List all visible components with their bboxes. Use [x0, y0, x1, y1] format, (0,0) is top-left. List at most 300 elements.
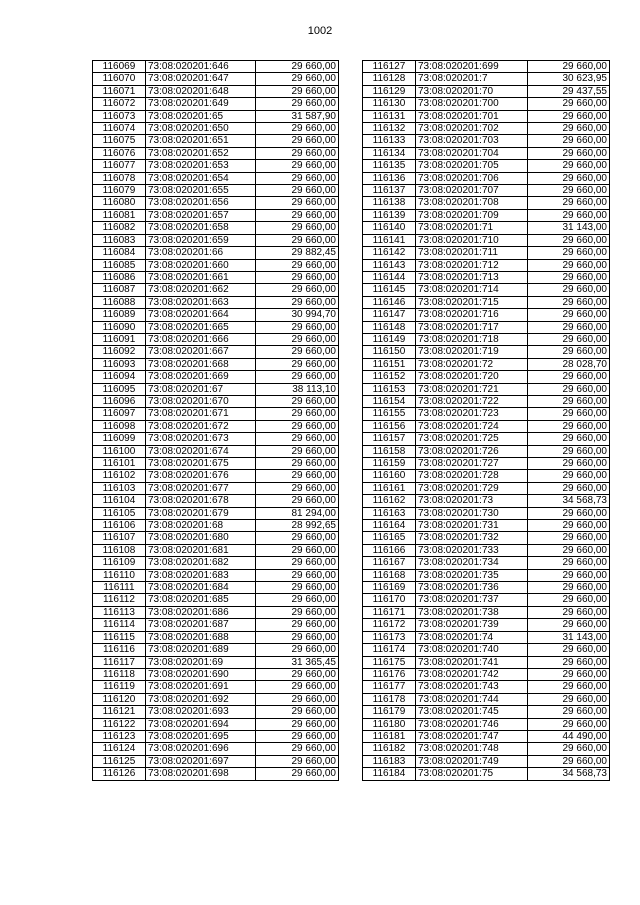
row-number-cell: 116084 [93, 247, 146, 259]
value-cell: 29 660,00 [256, 644, 339, 656]
row-number-cell: 116106 [93, 520, 146, 532]
row-number-cell: 116108 [93, 544, 146, 556]
row-number-cell: 116082 [93, 222, 146, 234]
value-cell: 29 660,00 [256, 681, 339, 693]
cadastral-number-cell: 73:08:020201:718 [416, 333, 528, 345]
value-cell: 30 994,70 [256, 309, 339, 321]
table-row [363, 730, 610, 742]
value-cell: 29 660,00 [528, 172, 610, 184]
value-cell: 29 660,00 [528, 532, 610, 544]
value-cell: 29 660,00 [528, 209, 610, 221]
row-number-cell: 116135 [363, 160, 416, 172]
value-cell: 29 660,00 [528, 271, 610, 283]
row-number-cell: 116175 [363, 656, 416, 668]
cadastral-number-cell: 73:08:020201:655 [146, 185, 256, 197]
cadastral-number-cell: 73:08:020201:735 [416, 569, 528, 581]
value-cell: 29 660,00 [256, 631, 339, 643]
cadastral-number-cell: 73:08:020201:714 [416, 284, 528, 296]
value-cell: 29 660,00 [528, 247, 610, 259]
value-cell: 44 490,00 [528, 730, 610, 742]
row-number-cell: 116172 [363, 619, 416, 631]
table-row [363, 520, 610, 532]
value-cell: 29 660,00 [528, 284, 610, 296]
value-cell: 29 660,00 [256, 693, 339, 705]
cadastral-number-cell: 73:08:020201:661 [146, 271, 256, 283]
cadastral-number-cell: 73:08:020201:686 [146, 606, 256, 618]
row-number-cell: 116180 [363, 718, 416, 730]
value-cell: 29 660,00 [256, 296, 339, 308]
table-row [363, 606, 610, 618]
cadastral-number-cell: 73:08:020201:741 [416, 656, 528, 668]
row-number-cell: 116177 [363, 681, 416, 693]
table-row [93, 544, 339, 556]
table-row [363, 358, 610, 370]
table-row [363, 371, 610, 383]
cadastral-number-cell: 73:08:020201:691 [146, 681, 256, 693]
table-row [93, 85, 339, 97]
cadastral-number-cell: 73:08:020201:729 [416, 482, 528, 494]
value-cell: 29 660,00 [528, 333, 610, 345]
row-number-cell: 116158 [363, 445, 416, 457]
table-row [363, 271, 610, 283]
row-number-cell: 116080 [93, 197, 146, 209]
value-cell: 81 294,00 [256, 507, 339, 519]
row-number-cell: 116129 [363, 85, 416, 97]
table-row [363, 544, 610, 556]
value-cell: 29 660,00 [256, 619, 339, 631]
row-number-cell: 116077 [93, 160, 146, 172]
cadastral-number-cell: 73:08:020201:722 [416, 395, 528, 407]
table-row [93, 743, 339, 755]
value-cell: 29 660,00 [256, 755, 339, 767]
cadastral-number-cell: 73:08:020201:657 [146, 209, 256, 221]
table-row [93, 420, 339, 432]
value-cell: 34 568,73 [528, 768, 610, 780]
cadastral-number-cell: 73:08:020201:739 [416, 619, 528, 631]
table-row [93, 383, 339, 395]
cadastral-number-cell: 73:08:020201:646 [146, 61, 256, 73]
table-row [363, 569, 610, 581]
table-row [93, 458, 339, 470]
row-number-cell: 116089 [93, 309, 146, 321]
row-number-cell: 116132 [363, 123, 416, 135]
cadastral-number-cell: 73:08:020201:69 [146, 656, 256, 668]
row-number-cell: 116155 [363, 408, 416, 420]
table-row [363, 309, 610, 321]
page-number: 1002 [307, 25, 333, 37]
cadastral-number-cell: 73:08:020201:658 [146, 222, 256, 234]
table-row [93, 532, 339, 544]
value-cell: 29 660,00 [528, 383, 610, 395]
row-number-cell: 116143 [363, 259, 416, 271]
cadastral-number-cell: 73:08:020201:738 [416, 606, 528, 618]
row-number-cell: 116169 [363, 582, 416, 594]
table-row [363, 495, 610, 507]
cadastral-number-cell: 73:08:020201:743 [416, 681, 528, 693]
value-cell: 29 660,00 [528, 147, 610, 159]
row-number-cell: 116147 [363, 309, 416, 321]
row-number-cell: 116130 [363, 98, 416, 110]
value-cell: 29 660,00 [256, 358, 339, 370]
value-cell: 29 660,00 [528, 371, 610, 383]
row-number-cell: 116173 [363, 631, 416, 643]
row-number-cell: 116184 [363, 768, 416, 780]
table-row [93, 619, 339, 631]
cadastral-number-cell: 73:08:020201:683 [146, 569, 256, 581]
row-number-cell: 116149 [363, 333, 416, 345]
table-row [363, 321, 610, 333]
cadastral-number-cell: 73:08:020201:693 [146, 706, 256, 718]
row-number-cell: 116137 [363, 185, 416, 197]
value-cell: 29 660,00 [256, 259, 339, 271]
row-number-cell: 116133 [363, 135, 416, 147]
row-number-cell: 116151 [363, 358, 416, 370]
cadastral-number-cell: 73:08:020201:700 [416, 98, 528, 110]
cadastral-number-cell: 73:08:020201:659 [146, 234, 256, 246]
cadastral-number-cell: 73:08:020201:713 [416, 271, 528, 283]
value-cell: 29 660,00 [528, 544, 610, 556]
row-number-cell: 116128 [363, 73, 416, 85]
row-number-cell: 116117 [93, 656, 146, 668]
value-cell: 29 660,00 [528, 644, 610, 656]
value-cell: 29 660,00 [528, 582, 610, 594]
value-cell: 29 660,00 [256, 135, 339, 147]
table-row [93, 594, 339, 606]
value-cell: 29 660,00 [528, 420, 610, 432]
cadastral-number-cell: 73:08:020201:695 [146, 730, 256, 742]
table-row [93, 296, 339, 308]
cadastral-number-cell: 73:08:020201:66 [146, 247, 256, 259]
row-number-cell: 116170 [363, 594, 416, 606]
row-number-cell: 116071 [93, 85, 146, 97]
row-number-cell: 116110 [93, 569, 146, 581]
value-cell: 31 587,90 [256, 110, 339, 122]
value-cell: 29 660,00 [256, 395, 339, 407]
table-row [363, 532, 610, 544]
row-number-cell: 116087 [93, 284, 146, 296]
cadastral-number-cell: 73:08:020201:688 [146, 631, 256, 643]
cadastral-number-cell: 73:08:020201:706 [416, 172, 528, 184]
table-row [93, 520, 339, 532]
row-number-cell: 116163 [363, 507, 416, 519]
cadastral-number-cell: 73:08:020201:742 [416, 668, 528, 680]
cadastral-number-cell: 73:08:020201:733 [416, 544, 528, 556]
value-cell: 29 660,00 [528, 321, 610, 333]
table-row [93, 755, 339, 767]
cadastral-number-cell: 73:08:020201:728 [416, 470, 528, 482]
table-row [363, 172, 610, 184]
table-row [363, 185, 610, 197]
value-cell: 29 660,00 [528, 61, 610, 73]
value-cell: 29 660,00 [528, 520, 610, 532]
cadastral-number-cell: 73:08:020201:749 [416, 755, 528, 767]
cadastral-number-cell: 73:08:020201:681 [146, 544, 256, 556]
table-row [363, 85, 610, 97]
cadastral-number-cell: 73:08:020201:704 [416, 147, 528, 159]
cadastral-number-cell: 73:08:020201:710 [416, 234, 528, 246]
cadastral-number-cell: 73:08:020201:696 [146, 743, 256, 755]
table-row [93, 346, 339, 358]
row-number-cell: 116181 [363, 730, 416, 742]
row-number-cell: 116105 [93, 507, 146, 519]
row-number-cell: 116168 [363, 569, 416, 581]
value-cell: 29 660,00 [256, 544, 339, 556]
value-cell: 29 660,00 [528, 135, 610, 147]
row-number-cell: 116096 [93, 395, 146, 407]
cadastral-number-cell: 73:08:020201:689 [146, 644, 256, 656]
row-number-cell: 116140 [363, 222, 416, 234]
value-cell: 29 660,00 [528, 346, 610, 358]
value-cell: 29 660,00 [528, 743, 610, 755]
row-number-cell: 116090 [93, 321, 146, 333]
value-cell: 29 660,00 [528, 681, 610, 693]
table-row [363, 755, 610, 767]
cadastral-number-cell: 73:08:020201:725 [416, 433, 528, 445]
value-cell: 29 660,00 [528, 296, 610, 308]
value-cell: 34 568,73 [528, 495, 610, 507]
table-row [93, 706, 339, 718]
value-cell: 29 660,00 [528, 458, 610, 470]
cadastral-number-cell: 73:08:020201:675 [146, 458, 256, 470]
row-number-cell: 116159 [363, 458, 416, 470]
row-number-cell: 116153 [363, 383, 416, 395]
row-number-cell: 116166 [363, 544, 416, 556]
value-cell: 29 660,00 [256, 284, 339, 296]
table-row [93, 271, 339, 283]
table-row [363, 209, 610, 221]
table-row [93, 209, 339, 221]
value-cell: 29 660,00 [256, 234, 339, 246]
table-row [93, 61, 339, 73]
table-row [363, 458, 610, 470]
table-row [93, 606, 339, 618]
row-number-cell: 116107 [93, 532, 146, 544]
table-row [363, 197, 610, 209]
value-cell: 31 365,45 [256, 656, 339, 668]
table-row [93, 495, 339, 507]
table-row [93, 123, 339, 135]
cadastral-number-cell: 73:08:020201:724 [416, 420, 528, 432]
table-row [93, 185, 339, 197]
row-number-cell: 116154 [363, 395, 416, 407]
table-row [93, 222, 339, 234]
row-number-cell: 116152 [363, 371, 416, 383]
value-cell: 29 660,00 [528, 445, 610, 457]
value-cell: 29 660,00 [256, 160, 339, 172]
table-row [363, 383, 610, 395]
table-row [363, 160, 610, 172]
row-number-cell: 116103 [93, 482, 146, 494]
value-cell: 29 660,00 [256, 123, 339, 135]
cadastral-number-cell: 73:08:020201:737 [416, 594, 528, 606]
cadastral-number-cell: 73:08:020201:649 [146, 98, 256, 110]
table-row [93, 557, 339, 569]
table-row [363, 656, 610, 668]
row-number-cell: 116081 [93, 209, 146, 221]
cadastral-number-cell: 73:08:020201:72 [416, 358, 528, 370]
cadastral-number-cell: 73:08:020201:679 [146, 507, 256, 519]
cadastral-number-cell: 73:08:020201:660 [146, 259, 256, 271]
table-row [93, 681, 339, 693]
table-row [363, 693, 610, 705]
cadastral-number-cell: 73:08:020201:653 [146, 160, 256, 172]
value-cell: 29 660,00 [256, 147, 339, 159]
value-cell: 29 660,00 [256, 606, 339, 618]
table-row [363, 631, 610, 643]
row-number-cell: 116118 [93, 668, 146, 680]
value-cell: 29 660,00 [256, 470, 339, 482]
row-number-cell: 116113 [93, 606, 146, 618]
row-number-cell: 116079 [93, 185, 146, 197]
cadastral-number-cell: 73:08:020201:697 [146, 755, 256, 767]
table-row [93, 197, 339, 209]
cadastral-number-cell: 73:08:020201:703 [416, 135, 528, 147]
value-cell: 29 660,00 [256, 185, 339, 197]
cadastral-number-cell: 73:08:020201:67 [146, 383, 256, 395]
row-number-cell: 116148 [363, 321, 416, 333]
row-number-cell: 116094 [93, 371, 146, 383]
cadastral-number-cell: 73:08:020201:73 [416, 495, 528, 507]
row-number-cell: 116145 [363, 284, 416, 296]
cadastral-number-cell: 73:08:020201:740 [416, 644, 528, 656]
value-cell: 29 660,00 [528, 482, 610, 494]
table-row [93, 507, 339, 519]
cadastral-number-cell: 73:08:020201:736 [416, 582, 528, 594]
row-number-cell: 116121 [93, 706, 146, 718]
value-cell: 29 660,00 [528, 557, 610, 569]
row-number-cell: 116115 [93, 631, 146, 643]
value-cell: 29 660,00 [528, 569, 610, 581]
row-number-cell: 116070 [93, 73, 146, 85]
table-row [363, 507, 610, 519]
value-cell: 29 660,00 [528, 507, 610, 519]
value-cell: 38 113,10 [256, 383, 339, 395]
cadastral-number-cell: 73:08:020201:734 [416, 557, 528, 569]
table-row [363, 445, 610, 457]
row-number-cell: 116183 [363, 755, 416, 767]
table-row [363, 408, 610, 420]
cadastral-number-cell: 73:08:020201:665 [146, 321, 256, 333]
table-row [363, 346, 610, 358]
row-number-cell: 116126 [93, 768, 146, 780]
value-cell: 29 660,00 [528, 234, 610, 246]
row-number-cell: 116156 [363, 420, 416, 432]
cadastral-number-cell: 73:08:020201:654 [146, 172, 256, 184]
row-number-cell: 116139 [363, 209, 416, 221]
row-number-cell: 116078 [93, 172, 146, 184]
cadastral-number-cell: 73:08:020201:731 [416, 520, 528, 532]
cadastral-number-cell: 73:08:020201:748 [416, 743, 528, 755]
cadastral-number-cell: 73:08:020201:711 [416, 247, 528, 259]
cadastral-number-cell: 73:08:020201:71 [416, 222, 528, 234]
value-cell: 28 028,70 [528, 358, 610, 370]
table-row [93, 433, 339, 445]
table-row [363, 73, 610, 85]
cadastral-number-cell: 73:08:020201:730 [416, 507, 528, 519]
value-cell: 29 660,00 [256, 532, 339, 544]
cadastral-number-cell: 73:08:020201:707 [416, 185, 528, 197]
row-number-cell: 116076 [93, 147, 146, 159]
value-cell: 29 660,00 [256, 718, 339, 730]
row-number-cell: 116109 [93, 557, 146, 569]
value-cell: 29 660,00 [256, 557, 339, 569]
value-cell: 29 660,00 [256, 98, 339, 110]
table-row [93, 110, 339, 122]
table-row [363, 668, 610, 680]
row-number-cell: 116165 [363, 532, 416, 544]
cadastral-number-cell: 73:08:020201:717 [416, 321, 528, 333]
cadastral-number-cell: 73:08:020201:699 [416, 61, 528, 73]
table-row [363, 333, 610, 345]
row-number-cell: 116100 [93, 445, 146, 457]
table-row [93, 644, 339, 656]
value-cell: 29 660,00 [256, 495, 339, 507]
cadastral-number-cell: 73:08:020201:678 [146, 495, 256, 507]
value-cell: 29 660,00 [256, 61, 339, 73]
cadastral-number-cell: 73:08:020201:705 [416, 160, 528, 172]
row-number-cell: 116162 [363, 495, 416, 507]
value-cell: 29 660,00 [256, 172, 339, 184]
table-row [363, 247, 610, 259]
data-table-right [362, 60, 610, 781]
row-number-cell: 116157 [363, 433, 416, 445]
table-row [93, 656, 339, 668]
row-number-cell: 116150 [363, 346, 416, 358]
table-row [93, 333, 339, 345]
row-number-cell: 116072 [93, 98, 146, 110]
row-number-cell: 116125 [93, 755, 146, 767]
table-row [363, 482, 610, 494]
row-number-cell: 116161 [363, 482, 416, 494]
table-row [363, 433, 610, 445]
cadastral-number-cell: 73:08:020201:677 [146, 482, 256, 494]
row-number-cell: 116111 [93, 582, 146, 594]
table-row [363, 681, 610, 693]
cadastral-number-cell: 73:08:020201:723 [416, 408, 528, 420]
row-number-cell: 116116 [93, 644, 146, 656]
cadastral-number-cell: 73:08:020201:656 [146, 197, 256, 209]
value-cell: 29 660,00 [256, 271, 339, 283]
value-cell: 29 660,00 [256, 594, 339, 606]
value-cell: 29 660,00 [528, 706, 610, 718]
value-cell: 29 660,00 [528, 395, 610, 407]
value-cell: 29 660,00 [256, 321, 339, 333]
cadastral-number-cell: 73:08:020201:702 [416, 123, 528, 135]
cadastral-number-cell: 73:08:020201:698 [146, 768, 256, 780]
table-row [363, 123, 610, 135]
table-row [93, 358, 339, 370]
value-cell: 29 660,00 [256, 209, 339, 221]
table-row [363, 706, 610, 718]
cadastral-number-cell: 73:08:020201:682 [146, 557, 256, 569]
value-cell: 29 660,00 [256, 569, 339, 581]
table-row [363, 147, 610, 159]
cadastral-number-cell: 73:08:020201:720 [416, 371, 528, 383]
value-cell: 29 660,00 [256, 371, 339, 383]
value-cell: 29 660,00 [528, 185, 610, 197]
cadastral-number-cell: 73:08:020201:701 [416, 110, 528, 122]
cadastral-number-cell: 73:08:020201:664 [146, 309, 256, 321]
row-number-cell: 116123 [93, 730, 146, 742]
row-number-cell: 116086 [93, 271, 146, 283]
row-number-cell: 116179 [363, 706, 416, 718]
table-row [93, 693, 339, 705]
data-table-left [92, 60, 339, 781]
value-cell: 29 660,00 [528, 693, 610, 705]
cadastral-number-cell: 73:08:020201:747 [416, 730, 528, 742]
value-cell: 30 623,95 [528, 73, 610, 85]
value-cell: 29 660,00 [528, 408, 610, 420]
